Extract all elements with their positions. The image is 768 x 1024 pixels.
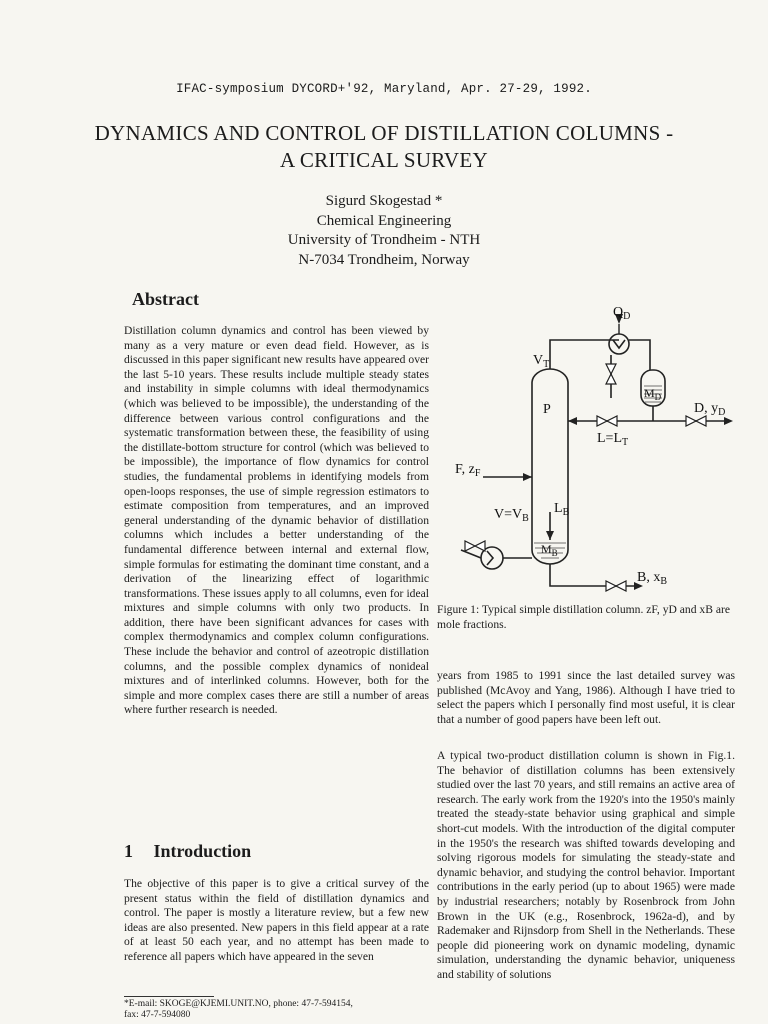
- label-p: P: [543, 402, 551, 417]
- intro-paragraph-2: A typical two-product distillation column is shown in Fig.1. The behavior of distillation columns has been extensively studied over the last 70 years, and still remains an active area of research. The early work from the 1920's into the 1950's mainly treated the steady-state behavior using graphical and simple short-cut models. With the introduction of the digital computer in the 1950's the research was shifted towards developing and solving rigorous models for simulating the steady-state and dynamic behavior, and studying the control behavior. Important contributions in the early period (up to about 1965) were made by industrial researchers; notably by Rosenbrock from John Brown in the UK (e.g., Rosenbrock, 1962a-d), and by Rademaker and Rijnsdorp from Shell in the Netherlands. These people did pioneering work on dynamic modeling, dynamic simulation, understanding the dynamic behavior, uniqueness and stability of solutions: [437, 749, 735, 981]
- bottoms-valve-icon: [606, 581, 626, 591]
- abstract-text: Distillation column dynamics and control has been viewed by many as a very mature or even dead field. However, as is discussed in this paper significant new results have appeared over the last 5-10 years. These results include multiple steady states and instability in simple columns with ideal thermodynamics (which was believed to be impossible), the understanding of the difference between various control configurations and the systematic transformation between these, the feasibility of using the distillate-bottom structure for control (which was believed to be impossible), the importance of flow dynamics for control studies, the fundamental problems in identifying models from open-loops responses, the use of simple regression estimators to estimate composition from temperatures, and an improved general understanding of the dynamic behavior of distillation columns which includes a better understanding of the fundamental difference between internal and external flow, simple formulas for estimating the dominant time constant, and a derivation of the linearizing effect of logarithmic transformations. These issues apply to all columns, even for ideal mixtures and simple columns with only two products. In addition, there have been significant advances for cases with complex thermodynamics and complex column configurations. These include the behavior and control of azeotropic distillation columns, and the possible complex dynamics of nonideal mixtures and of interlinked columns. However, both for the simple and more complex cases there are still a number of areas where further research is needed.: [124, 324, 429, 717]
- coolant-valve-icon: [606, 364, 616, 384]
- distillation-column-figure: [437, 300, 735, 600]
- conference-line: IFAC-symposium DYCORD+'92, Maryland, Apr. 27-29, 1992.: [176, 82, 592, 96]
- reflux-arrow: [568, 417, 577, 425]
- feed-arrow: [523, 473, 532, 481]
- footnote: [124, 999, 436, 1021]
- figure-caption: Figure 1: Typical simple distillation column. zF, yD and xB are mole fractions.: [437, 603, 731, 631]
- abstract-heading: Abstract: [132, 289, 199, 309]
- label-vapor-boilup: $V=V_B$: [494, 507, 529, 524]
- distillate-arrow: [724, 417, 733, 425]
- section-title: Introduction: [153, 841, 252, 861]
- title-line-1: DYNAMICS AND CONTROL OF DISTILLATION COLUMNS -: [94, 121, 674, 145]
- label-qd: $Q_D$: [613, 305, 631, 322]
- label-distillate: D, $y_D$: [694, 401, 726, 418]
- footnote-line-1: *E-mail: SKOGE@KJEMI.UNIT.NO, phone: 47-7-594154,: [124, 999, 353, 1009]
- author-block: [0, 192, 768, 270]
- label-vt: $V_T$: [533, 353, 550, 370]
- label-md: $M_D$: [644, 386, 662, 402]
- label-mb: $M_B$: [541, 542, 558, 558]
- footnote-line-2: fax: 47-7-594080: [124, 1010, 191, 1020]
- distillate-valve-icon: [686, 416, 706, 426]
- footnote-rule: [124, 996, 214, 997]
- author-name: Sigurd Skogestad *: [325, 193, 443, 209]
- lb-arrow: [546, 531, 554, 540]
- reboiler-coil: [487, 551, 493, 565]
- label-feed: F, $z_F$: [455, 462, 481, 479]
- label-bottoms: B, $x_B$: [637, 570, 668, 587]
- section-heading: [124, 841, 251, 862]
- section-number: 1: [124, 841, 133, 861]
- label-reflux: $L=L_T$: [597, 431, 629, 448]
- condenser-icon: [609, 334, 629, 354]
- reflux-valve-icon: [597, 416, 617, 426]
- affiliation-line-3: N-7034 Trondheim, Norway: [298, 251, 470, 268]
- condenser-coil: [613, 340, 625, 348]
- label-lb: $L_B$: [554, 501, 570, 518]
- steam-line: [461, 550, 481, 558]
- intro-paragraph-1-continued: years from 1985 to 1991 since the last detailed survey was published (McAvoy and Yang, 1986). Although I have tried to select the papers which I personally find most useful, it is clear that a number of good papers have been left out.: [437, 669, 735, 726]
- steam-valve-icon: [465, 541, 485, 551]
- condensate-line: [629, 340, 650, 370]
- paper-title: [60, 120, 708, 174]
- affiliation-line-1: Chemical Engineering: [316, 212, 452, 229]
- intro-paragraph-1: The objective of this paper is to give a critical survey of the present status within the field of distillation dynamics and control. The paper is mostly a literature review, but a few new ideas are also presented. New papers in this field appear at a rate of at least 50 each year, and no attempt has been made to reference all papers which have appeared in the seven: [124, 877, 429, 963]
- affiliation-line-2: University of Trondheim - NTH: [287, 232, 481, 248]
- title-line-2: A CRITICAL SURVEY: [280, 148, 488, 172]
